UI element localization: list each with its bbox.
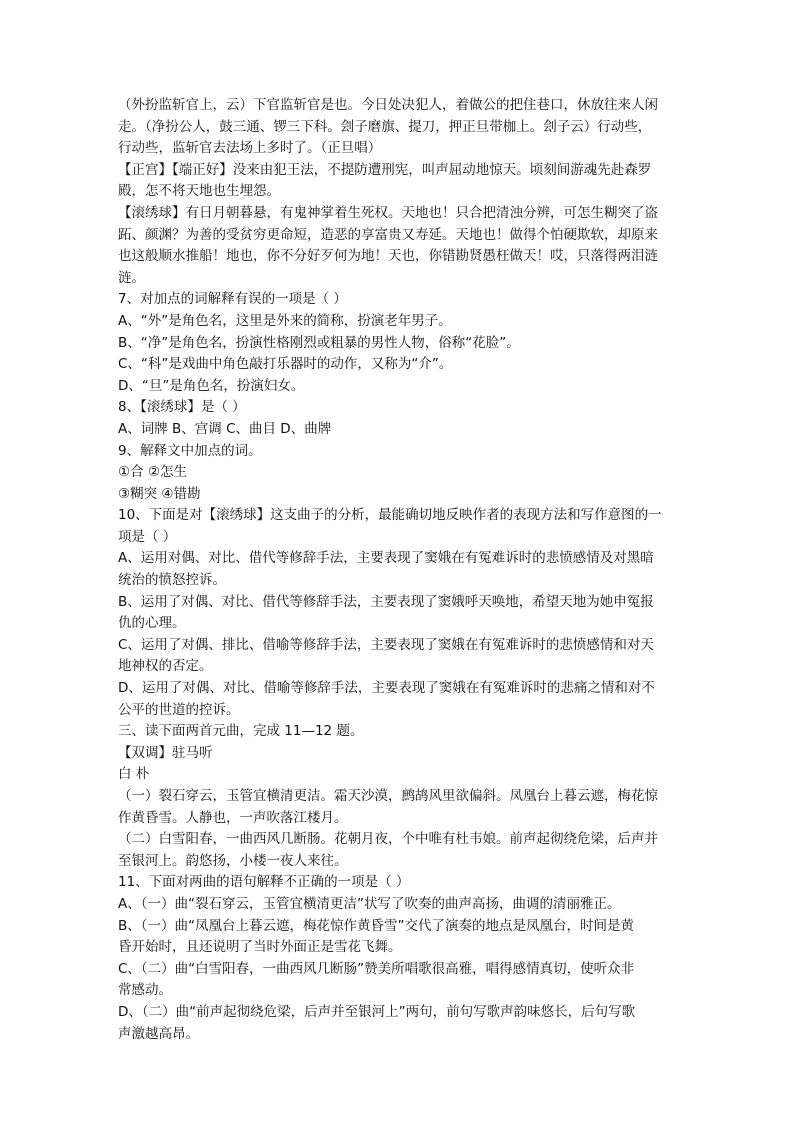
document-page: [118, 95, 693, 1045]
question-stem: 11、下面对两曲的语句解释不正确的一项是（ ）: [118, 874, 410, 891]
question-stem: 项是（ ）: [118, 528, 177, 545]
question-stem: 9、解释文中加点的词。: [118, 442, 262, 459]
option-c: C、运用了对偶、排比、借喻等修辞手法，主要表现了窦娥在有冤难诉时的悲愤感情和对天: [118, 636, 654, 653]
poem-two: （二）白雪阳春，一曲西风几断肠。花朝月夜，个中唯有杜韦娘。前声起彻绕危梁，后声并: [118, 831, 658, 848]
option-d: D、“旦”是角色名，扮演妇女。: [118, 377, 305, 394]
question-8: [118, 397, 693, 440]
option-b: B、“净”是角色名，扮演性格刚烈或粗暴的男性人物，俗称“花脸”。: [118, 334, 520, 351]
text-line: 殿，怎不将天地也生埋怨。: [118, 183, 280, 200]
term-list: ③糊突 ④错勘: [118, 485, 201, 502]
poem-title: 【双调】驻马听: [118, 744, 213, 761]
text-line: 行动些，监斩官去法场上多时了。（正旦唱）: [118, 140, 382, 157]
poem-one: （一）裂石穿云，玉管宜横清更洁。霜天沙漠，鹧鸪风里欲偏斜。凤凰台上暮云遮，梅花惊: [118, 788, 658, 804]
question-stem: 7、对加点的词解释有误的一项是（ ）: [118, 291, 347, 308]
text-line: 跖、颜渊？为善的受贫穷更命短，造恶的享富贵又寿延。天地也！做得个怕硬欺软，却原来: [118, 226, 658, 243]
text-line: 也这般顺水推船！地也，你不分好歹何为地！天也，你错勘贤愚枉做天！哎，只落得两泪涟: [118, 248, 658, 265]
question-stem: 10、下面是对【滚绣球】这支曲子的分析，最能确切地反映作者的表现方法和写作意图的一: [118, 507, 662, 524]
option-a: A、运用对偶、对比、借代等修辞手法，主要表现了窦娥在有冤难诉时的悲愤感情及对黑暗: [118, 550, 654, 567]
options-line: A、词牌 B、宫调 C、曲目 D、曲牌: [118, 420, 332, 437]
option-b: 昏开始时，且还说明了当时外面正是雪花飞舞。: [118, 939, 402, 956]
option-b: B、（一）曲“凤凰台上暮云遮，梅花惊作黄昏雪”交代了演奏的地点是凤凰台，时间是黄: [118, 917, 634, 934]
option-a: 统治的愤怒控诉。: [118, 572, 226, 589]
poem-author: 白 朴: [118, 766, 150, 783]
option-c: 常感动。: [118, 982, 172, 999]
text-line: （外扮监斩官上，云）下官监斩官是也。今日处决犯人，着做公的把住巷口，休放往来人闲: [118, 97, 658, 113]
drama-excerpt: [118, 95, 693, 289]
question-9: [118, 441, 693, 506]
option-d: 声激越高昂。: [118, 1025, 199, 1042]
option-c: 地神权的否定。: [118, 658, 213, 675]
option-b: 仇的心理。: [118, 615, 186, 632]
poem-block: [118, 743, 693, 873]
question-10: [118, 505, 693, 721]
option-d: D、运用了对偶、对比、借喻等修辞手法，主要表现了窦娥在有冤难诉时的悲痛之情和对不: [118, 680, 655, 697]
option-c: C、（二）曲“白雪阳春，一曲西风几断肠”赞美所唱歌很高雅，唱得感情真切，使听众非: [118, 960, 635, 977]
section-title: 三、读下面两首元曲，完成 11—12 题。: [118, 723, 364, 740]
poem-two: 至银河上。韵悠扬，小楼一夜人来往。: [118, 852, 348, 869]
option-a: A、（一）曲“裂石穿云，玉管宜横清更洁”状写了吹奏的曲声高扬，曲调的清丽雅正。: [118, 895, 621, 912]
option-a: A、“外”是角色名，这里是外来的简称，扮演老年男子。: [118, 312, 452, 329]
question-stem: 8、【滚绣球】是（ ）: [118, 399, 246, 416]
text-line: 走。（净扮公人，鼓三通、锣三下科。刽子磨旗、提刀，押正旦带枷上。刽子云）行动些，: [118, 118, 652, 135]
section-3-heading: [118, 721, 693, 743]
option-d: D、（二）曲“前声起彻绕危梁，后声并至银河上”两句，前句写歌声韵味悠长，后句写歌: [118, 1003, 636, 1020]
option-b: B、运用了对偶、对比、借代等修辞手法，主要表现了窦娥呼天唤地，希望天地为她申冤报: [118, 593, 654, 610]
poem-one: 作黄昏雪。人静也，一声吹落江楼月。: [118, 809, 348, 826]
option-d: 公平的世道的控诉。: [118, 701, 240, 718]
term-list: ①合 ②怎生: [118, 464, 187, 481]
text-line: 涟。: [118, 269, 145, 286]
option-c: C、“科”是戏曲中角色敲打乐器时的动作，又称为“介”。: [118, 356, 453, 373]
question-11: [118, 872, 693, 1045]
text-line: 【滚绣球】有日月朝暮悬，有鬼神掌着生死权。天地也！只合把清浊分辨，可怎生糊突了盗: [118, 204, 658, 221]
question-7: [118, 289, 693, 397]
text-line: 【正宫】【端正好】没来由犯王法，不提防遭刑宪，叫声屈动地惊天。顷刻间游魂先赴森罗: [118, 161, 652, 178]
